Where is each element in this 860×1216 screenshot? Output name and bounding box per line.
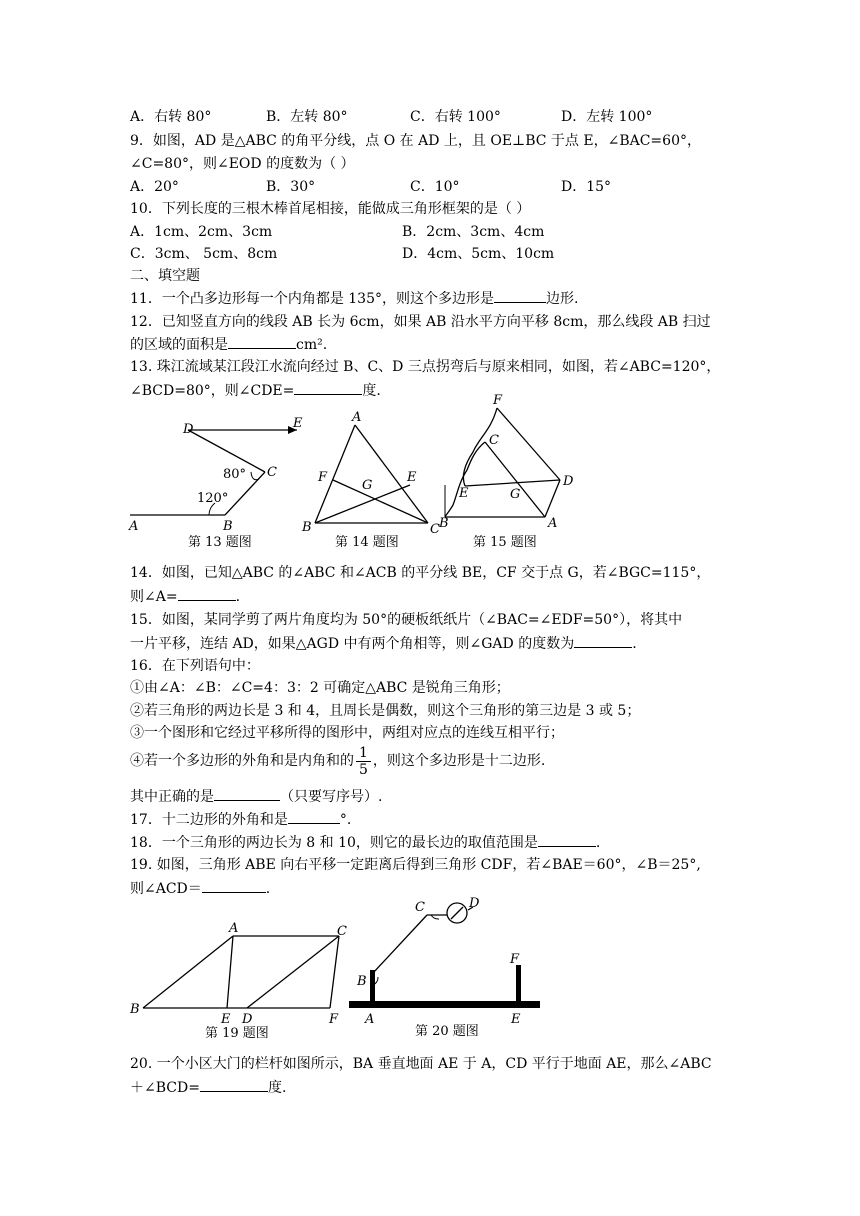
fig13-label-c: C — [267, 465, 277, 480]
fig15-label-a: A — [548, 516, 558, 531]
q10-option-a: A．1cm、2cm、3cm — [130, 224, 273, 240]
fig15-label-c: C — [489, 433, 499, 448]
q16-statement-3: ③一个图形和它经过平移所得的图形中，两组对应点的连线互相平行； — [130, 725, 564, 741]
q17-answer-blank[interactable] — [288, 809, 340, 824]
q12-answer-blank[interactable] — [228, 334, 296, 349]
q16-text-end: （只要写序号）. — [280, 789, 383, 805]
fig13-label-a: A — [129, 519, 139, 534]
fig20-label-a: A — [365, 1012, 375, 1027]
fraction-denominator: 5 — [359, 761, 368, 778]
fig13-caption: 第 13 题图 — [188, 535, 252, 550]
fig19-caption: 第 19 题图 — [205, 1026, 269, 1041]
q17 — [130, 809, 351, 830]
fig13-label-e: E — [293, 416, 303, 431]
fig19-label-f: F — [329, 1012, 339, 1027]
q9-option-a: A．20° — [130, 179, 179, 195]
q8-option-b: B．左转 80° — [266, 109, 348, 125]
q16-statement-4 — [130, 744, 545, 778]
fig13-label-b: B — [223, 519, 233, 534]
fig15-label-f: F — [493, 393, 503, 408]
fig20-label-f: F — [510, 952, 520, 967]
q9-line1: 9．如图，AD 是△ABC 的角平分线，点 O 在 AD 上，且 OE⊥BC 于点 E，∠BAC=60°， — [130, 133, 701, 149]
fig14-label-b: B — [302, 520, 312, 535]
q13-line1: 13. 珠江流域某江段江水流向经过 B、C、D 三点拐弯后与原来相同，如图，若∠ABC=120°， — [130, 359, 721, 375]
q18-answer-blank[interactable] — [538, 832, 596, 847]
fig19-label-b: B — [130, 1002, 140, 1017]
q8-option-a: A．右转 80° — [130, 109, 212, 125]
fig20-label-e: E — [511, 1012, 521, 1027]
fig15-label-b: B — [439, 516, 449, 531]
figure-13 — [125, 410, 315, 555]
q20-line2 — [130, 1077, 286, 1098]
fig13-angle-120: 120° — [197, 491, 229, 506]
fig19-label-c: C — [337, 924, 347, 939]
q13-answer-blank[interactable] — [294, 380, 362, 395]
fig14-label-a: A — [352, 410, 362, 425]
section-heading: 二、填空题 — [130, 268, 200, 284]
q14-line2 — [130, 586, 240, 607]
q11-answer-blank[interactable] — [494, 288, 546, 303]
q19-text-end: . — [265, 881, 271, 897]
q14-line1: 14．如图，已知△ABC 的∠ABC 和∠ACB 的平分线 BE，CF 交于点 G，若∠BGC=115°， — [130, 565, 711, 581]
figure-15 — [435, 390, 585, 555]
q15-answer-blank[interactable] — [574, 633, 632, 648]
q11 — [130, 288, 578, 309]
q11-text-end: 边形. — [546, 291, 579, 307]
fig13-angle-80: 80° — [223, 467, 247, 482]
fig20-caption: 第 20 题图 — [415, 1024, 479, 1039]
fig14-label-f: F — [318, 470, 328, 485]
q19-line2 — [130, 878, 270, 899]
figure-20 — [345, 895, 545, 1045]
fig15-caption: 第 15 题图 — [473, 535, 537, 550]
fig14-label-c: C — [430, 522, 440, 537]
q10-option-c: C．3cm、 5cm、8cm — [130, 246, 278, 262]
q9-option-c: C．10° — [410, 179, 460, 195]
q20-line1: 20. 一个小区大门的栏杆如图所示，BA 垂直地面 AE 于 A，CD 平行于地面 AE，那么∠ABC — [130, 1056, 712, 1072]
q19-answer-blank[interactable] — [202, 878, 266, 893]
fig19-label-e: E — [221, 1012, 231, 1027]
q18 — [130, 832, 600, 853]
q10-option-b: B．2cm、3cm、4cm — [402, 224, 545, 240]
q16-answer-blank[interactable] — [214, 786, 280, 801]
fig15-label-d: D — [563, 474, 574, 489]
q16-s4-text-end: ，则这个多边形是十二边形. — [372, 753, 546, 769]
figure-14 — [300, 405, 450, 555]
q15-line1: 15．如图，某同学剪了两片角度均为 50°的硬板纸纸片（∠BAC=∠EDF=50°），将其中 — [130, 612, 683, 628]
q10-option-d: D．4cm、5cm、10cm — [402, 246, 555, 262]
q16-statement-1: ①由∠A：∠B：∠C=4：3：2 可确定△ABC 是锐角三角形； — [130, 680, 510, 696]
q12-text: 的区域的面积是 — [130, 337, 228, 353]
figure-19 — [125, 920, 360, 1045]
q13-line2 — [130, 380, 381, 401]
q12-text-end: cm². — [296, 337, 328, 353]
q17-text-end: °. — [339, 812, 352, 828]
q14-text-end: . — [235, 589, 241, 605]
q18-text: 18．一个三角形的两边长为 8 和 10，则它的最长边的取值范围是 — [130, 835, 538, 851]
q20-text: ＋∠BCD= — [130, 1080, 200, 1096]
q16-text: 其中正确的是 — [130, 789, 214, 805]
q13-text: ∠BCD=80°，则∠CDE= — [130, 383, 295, 399]
q16-statement-2: ②若三角形的两边长是 3 和 4，且周长是偶数，则这个三角形的第三边是 3 或 5； — [130, 703, 641, 719]
fig15-label-e: E — [459, 486, 469, 501]
q16-s4-text: ④若一个多边形的外角和是内角和的 — [130, 753, 354, 769]
q19-text: 则∠ACD＝ — [130, 881, 202, 897]
fig14-label-g: G — [362, 478, 373, 493]
fig20-label-d: D — [469, 896, 480, 911]
fraction-one-fifth — [356, 745, 371, 778]
q9-line2: ∠C=80°，则∠EOD 的度数为（ ） — [130, 156, 355, 172]
q20-answer-blank[interactable] — [200, 1077, 268, 1092]
q12-line2 — [130, 334, 327, 355]
q16-stem: 16．在下列语句中： — [130, 658, 260, 674]
fig20-label-c: C — [415, 900, 425, 915]
q12-line1: 12．已知竖直方向的线段 AB 长为 6cm，如果 AB 沿水平方向平移 8cm，那么线段 AB 扫过 — [130, 314, 711, 330]
q15-text: 一片平移，连结 AD，如果△AGD 中有两个角相等，则∠GAD 的度数为 — [130, 636, 575, 652]
q14-text: 则∠A= — [130, 589, 178, 605]
q17-text: 17．十二边形的外角和是 — [130, 812, 288, 828]
q13-text-end: 度. — [362, 383, 381, 399]
q20-text-end: 度. — [267, 1080, 287, 1096]
q18-text-end: . — [595, 835, 601, 851]
fig14-caption: 第 14 题图 — [335, 535, 399, 550]
q8-option-c: C．右转 100° — [410, 109, 501, 125]
q16-answer-line — [130, 786, 382, 807]
fig20-label-b: B — [357, 974, 367, 989]
q8-option-d: D．左转 100° — [561, 109, 653, 125]
q9-option-d: D．15° — [561, 179, 612, 195]
q11-text: 11．一个凸多边形每一个内角都是 135°，则这个多边形是 — [130, 291, 494, 307]
fig15-label-g: G — [510, 487, 521, 502]
fraction-numerator: 1 — [356, 745, 371, 762]
q19-line1: 19. 如图，三角形 ABE 向右平移一定距离后得到三角形 CDF，若∠BAE＝60°，∠B＝25°, — [130, 857, 701, 873]
q10-stem: 10．下列长度的三根木棒首尾相接，能做成三角形框架的是（ ） — [130, 201, 531, 217]
q15-line2 — [130, 633, 637, 654]
q14-answer-blank[interactable] — [178, 586, 236, 601]
fig14-label-e: E — [407, 470, 417, 485]
q9-option-b: B．30° — [266, 179, 316, 195]
fig13-label-d: D — [183, 422, 194, 437]
q15-text-end: . — [632, 636, 637, 652]
fig19-label-d: D — [242, 1012, 253, 1027]
fig19-label-a: A — [229, 921, 239, 936]
